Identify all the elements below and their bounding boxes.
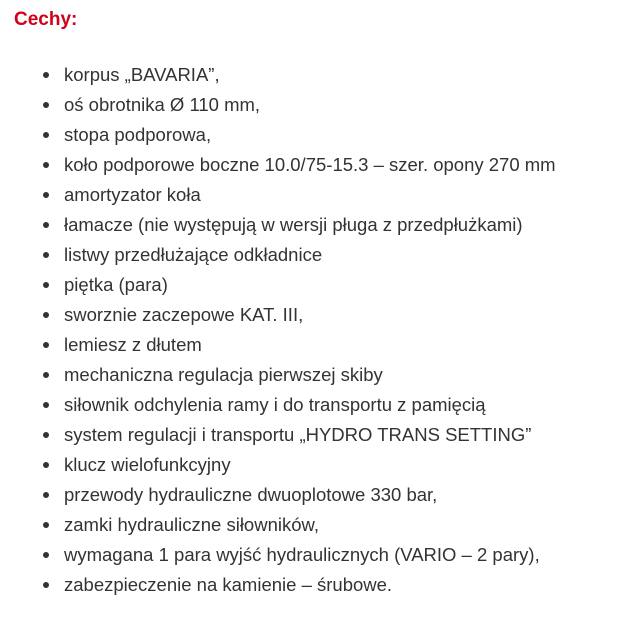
feature-item bbox=[0, 360, 556, 390]
bullet-icon bbox=[43, 552, 49, 558]
bullet-icon bbox=[43, 372, 49, 378]
bullet-icon bbox=[43, 132, 49, 138]
feature-text: stopa podporowa, bbox=[64, 124, 212, 145]
feature-item bbox=[0, 390, 556, 420]
feature-item bbox=[0, 480, 556, 510]
feature-text: zabezpieczenie na kamienie – śrubowe. bbox=[64, 574, 393, 595]
bullet-icon bbox=[43, 252, 49, 258]
feature-item bbox=[0, 420, 556, 450]
feature-text: piętka (para) bbox=[64, 274, 168, 295]
feature-text: lemiesz z dłutem bbox=[64, 334, 202, 355]
feature-text: klucz wielofunkcyjny bbox=[64, 454, 231, 475]
bullet-icon bbox=[43, 462, 49, 468]
bullet-icon bbox=[43, 222, 49, 228]
feature-item bbox=[0, 510, 556, 540]
feature-text: wymagana 1 para wyjść hydraulicznych (VARIO – 2 pary), bbox=[64, 544, 540, 565]
bullet-icon bbox=[43, 102, 49, 108]
feature-item bbox=[0, 60, 556, 90]
feature-item bbox=[0, 180, 556, 210]
bullet-icon bbox=[43, 432, 49, 438]
feature-item bbox=[0, 150, 556, 180]
feature-text: przewody hydrauliczne dwuoplotowe 330 bar, bbox=[64, 484, 438, 505]
bullet-icon bbox=[43, 192, 49, 198]
feature-item bbox=[0, 330, 556, 360]
feature-item bbox=[0, 300, 556, 330]
bullet-icon bbox=[43, 342, 49, 348]
feature-item bbox=[0, 570, 556, 600]
feature-item bbox=[0, 240, 556, 270]
feature-text: zamki hydrauliczne siłowników, bbox=[64, 514, 319, 535]
feature-text: koło podporowe boczne 10.0/75-15.3 – szer. opony 270 mm bbox=[64, 154, 556, 175]
feature-item bbox=[0, 90, 556, 120]
bullet-icon bbox=[43, 72, 49, 78]
feature-text: listwy przedłużające odkładnice bbox=[64, 244, 323, 265]
feature-text: łamacze (nie występują w wersji pługa z przedpłużkami) bbox=[64, 214, 523, 235]
bullet-icon bbox=[43, 312, 49, 318]
feature-item bbox=[0, 120, 556, 150]
bullet-icon bbox=[43, 582, 49, 588]
bullet-icon bbox=[43, 282, 49, 288]
feature-text: sworznie zaczepowe KAT. III, bbox=[64, 304, 304, 325]
features-list bbox=[0, 60, 556, 600]
feature-item bbox=[0, 540, 556, 570]
feature-text: korpus „BAVARIA”, bbox=[64, 64, 220, 85]
feature-text: amortyzator koła bbox=[64, 184, 201, 205]
bullet-icon bbox=[43, 402, 49, 408]
feature-text: oś obrotnika Ø 110 mm, bbox=[64, 94, 261, 115]
feature-text: siłownik odchylenia ramy i do transportu z pamięcią bbox=[64, 394, 486, 415]
feature-item bbox=[0, 210, 556, 240]
bullet-icon bbox=[43, 492, 49, 498]
feature-item bbox=[0, 270, 556, 300]
bullet-icon bbox=[43, 162, 49, 168]
feature-item bbox=[0, 450, 556, 480]
bullet-icon bbox=[43, 522, 49, 528]
feature-text: mechaniczna regulacja pierwszej skiby bbox=[64, 364, 383, 385]
features-heading: Cechy: bbox=[14, 9, 78, 30]
feature-text: system regulacji i transportu „HYDRO TRANS SETTING” bbox=[64, 424, 532, 445]
